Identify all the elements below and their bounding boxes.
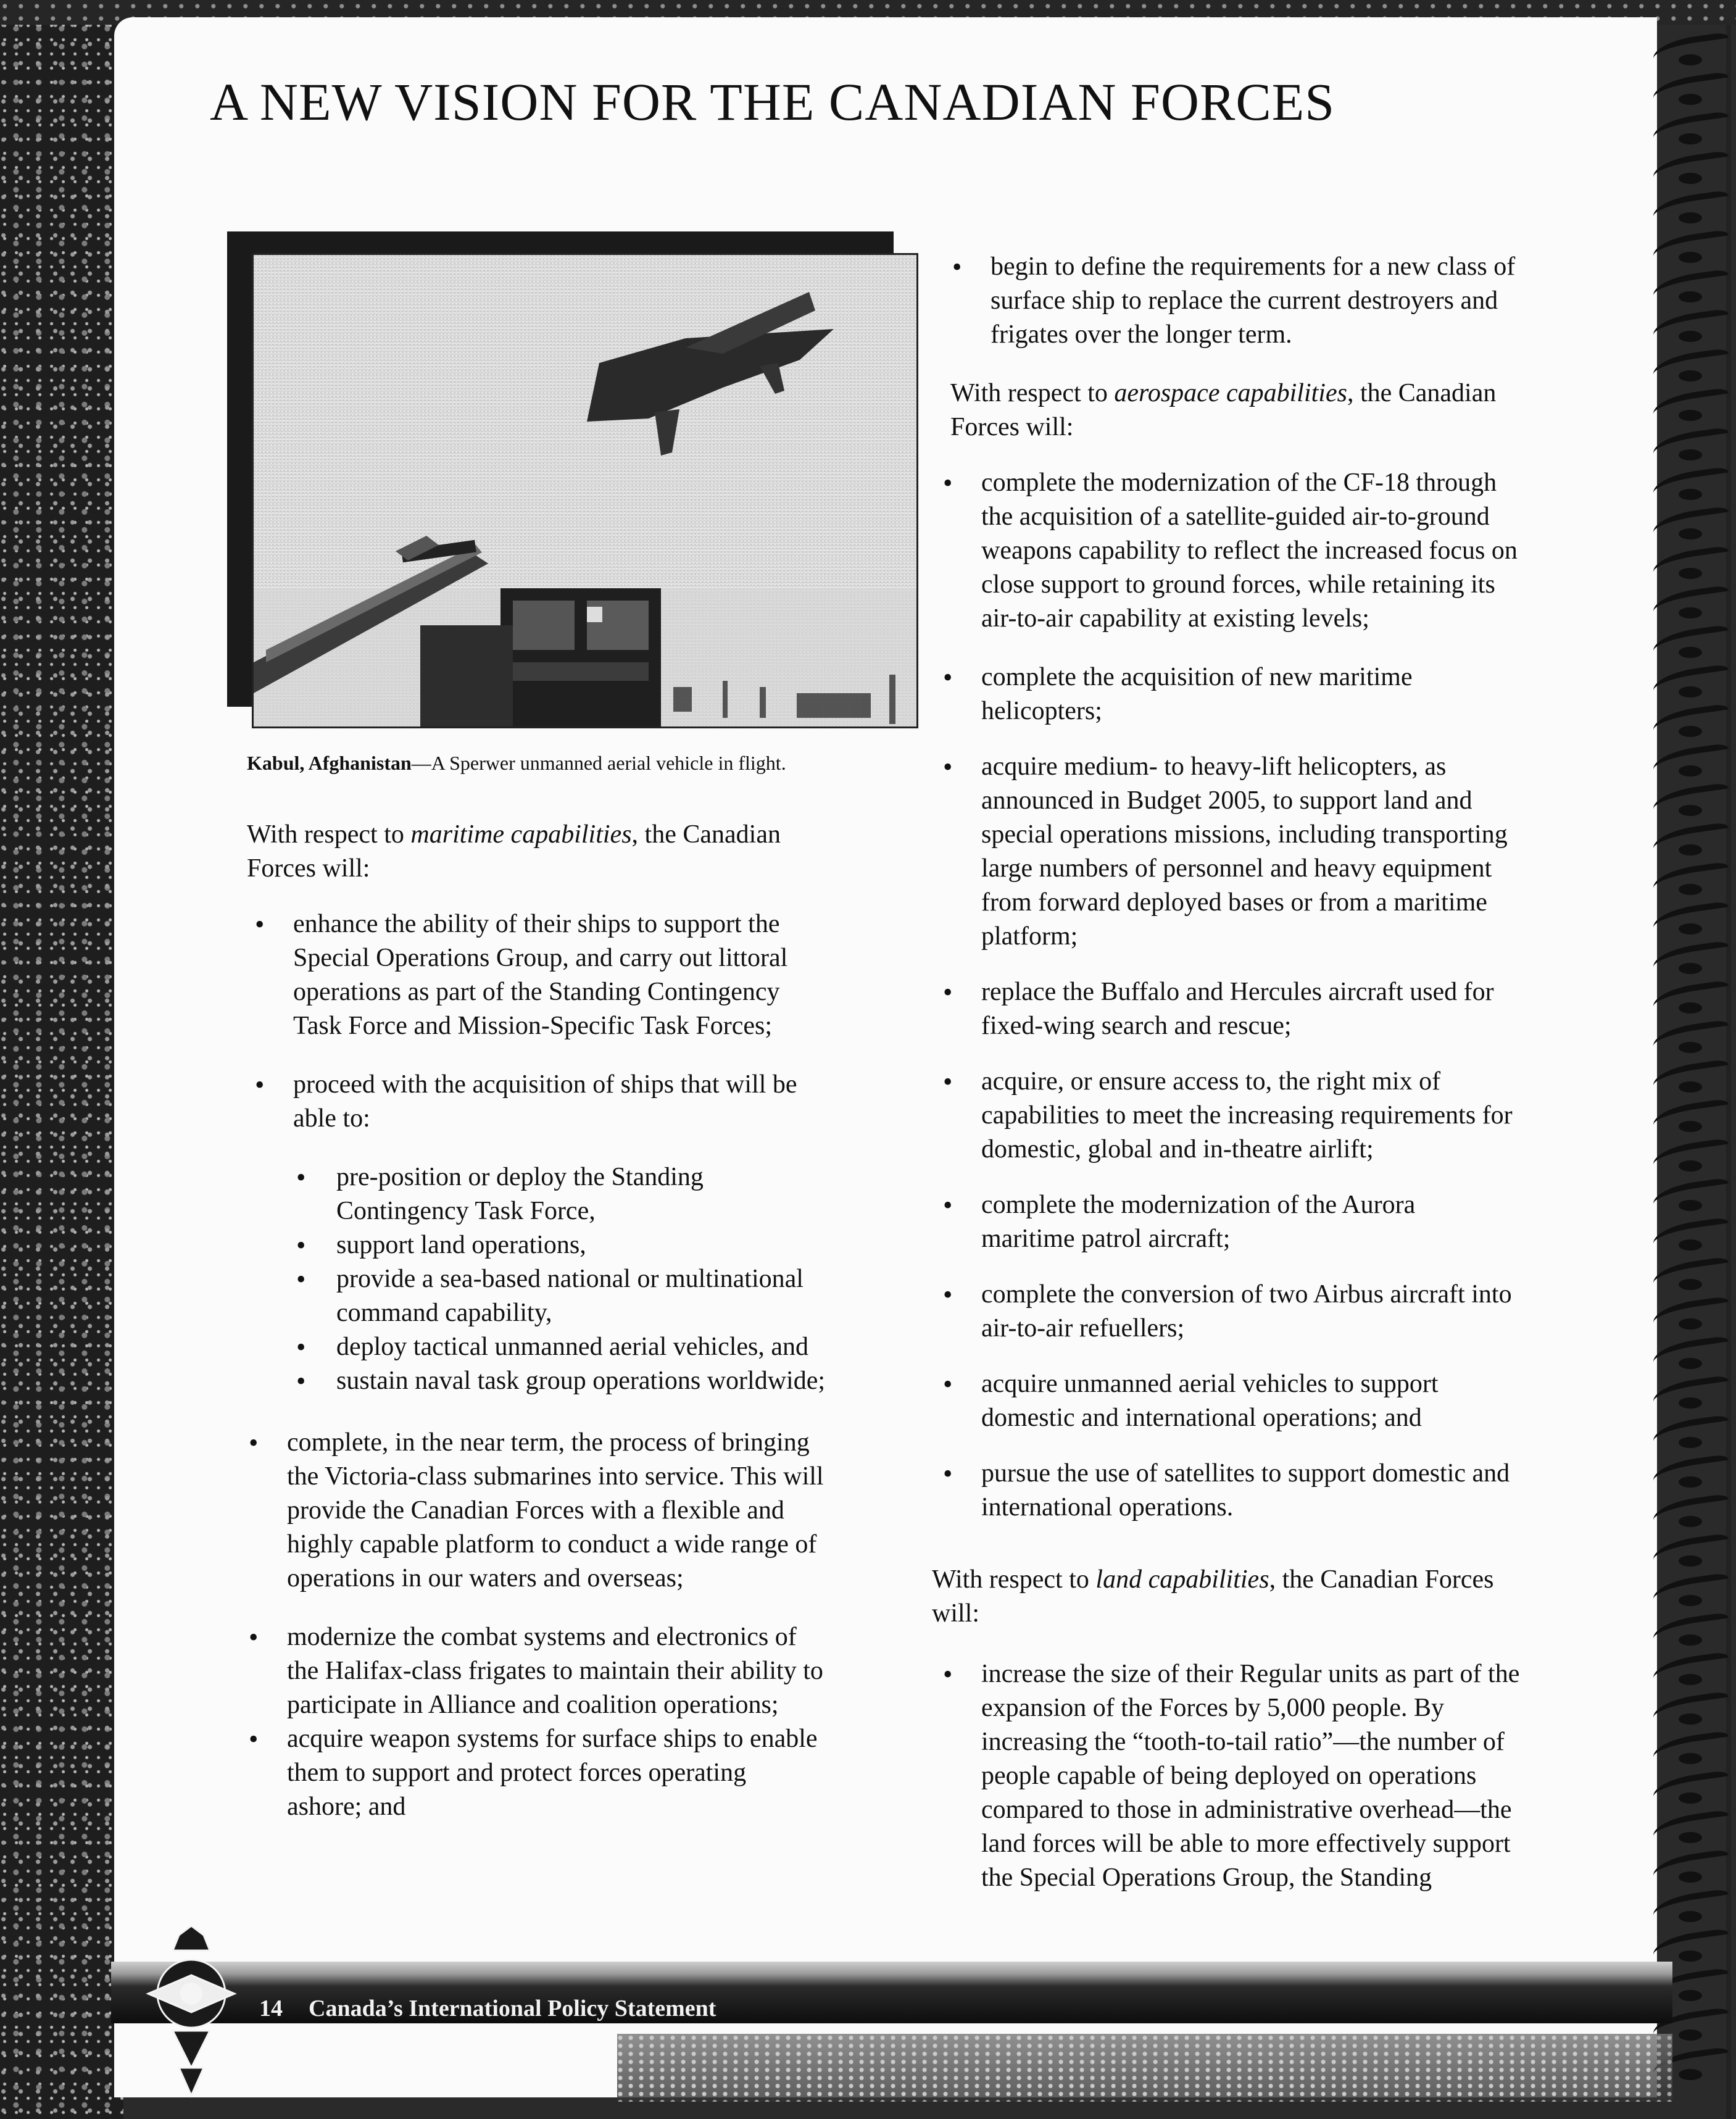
bullet-line: acquire, or ensure access to, the right mix of [981,1067,1441,1096]
bullet-line: large numbers of personnel and heavy equipment [981,854,1492,883]
bullet-item [255,907,788,1043]
background-texture-left [0,0,123,2119]
caption-place: Kabul, Afghanistan [247,752,412,774]
spiral-binding [1643,25,1736,2119]
bullet-item [255,1068,797,1136]
bullet-line: participate in Alliance and coalition operations; [287,1691,779,1719]
bullet-line: helicopters; [981,697,1102,725]
binding-coil-end [1679,1555,1702,1567]
binding-coil-end [1679,370,1702,381]
binding-coil-end [1679,1911,1702,1922]
binding-coil-end [1679,805,1702,816]
bullet-glyph: • [255,909,265,939]
binding-coil-end [1679,1634,1702,1646]
bullet-item [943,660,1413,728]
binding-coil-end [1679,133,1702,144]
binding-coil-end [1679,726,1702,737]
bullet-line: proceed with the acquisition of ships that will be [293,1070,797,1099]
uav-photo [252,253,918,728]
bullet-line: land forces will be able to more effectively support [981,1830,1511,1858]
bullet-line: air-to-air refuellers; [981,1314,1185,1343]
binding-coil-end [1679,1713,1702,1725]
bullet-glyph: • [249,1428,259,1458]
bullet-item [249,1722,818,1824]
caption-text: —A Sperwer unmanned aerial vehicle in flight. [411,752,786,774]
aerospace-intro: With respect to aerospace capabilities, the Canadian Forces will: [950,379,1497,441]
bullet-glyph: • [296,1264,306,1294]
bullet-item [943,466,1518,636]
binding-coil-end [1679,1358,1702,1369]
bullet-line: maritime patrol aircraft; [981,1225,1231,1253]
bullet-line: announced in Budget 2005, to support land and [981,786,1472,815]
bullet-line: capabilities to meet the increasing requirements for [981,1101,1513,1130]
bullet-item [943,1278,1512,1346]
bullet-line: from forward deployed bases or from a maritime [981,888,1487,917]
binding-coil-end [1679,923,1702,935]
bullet-line: air-to-air capability at existing levels; [981,604,1369,633]
footer-text [259,1995,716,2022]
bullet-line: acquire medium- to heavy-lift helicopters, as [981,752,1447,781]
publication-title: Canada’s International Policy Statement [309,1996,716,2021]
bullet-line: complete the acquisition of new maritime [981,663,1413,691]
bullet-line: the Victoria-class submarines into service. This will [287,1462,824,1491]
bullet-line: able to: [293,1104,370,1133]
footer-texture [617,2034,1672,2102]
bullet-item [943,750,1508,954]
photo-caption [247,752,926,775]
binding-coil-end [1679,410,1702,421]
bullet-glyph: • [296,1230,306,1260]
bullet-item [943,1657,1520,1895]
bullet-line: special operations missions, including transporting [981,820,1508,849]
binding-coil-end [1679,1437,1702,1448]
bullet-line: them to support and protect forces operating [287,1759,747,1787]
bullet-line: increasing the “tooth-to-tail ratio”—the number of [981,1728,1505,1756]
maritime-intro: With respect to maritime capabilities, the Canadian Forces will: [247,820,781,883]
binding-coil-end [1679,2029,1702,2041]
binding-coil-end [1679,686,1702,697]
bullet-line: complete the modernization of the Aurora [981,1191,1416,1219]
bullet-line: expansion of the Forces by 5,000 people. By [981,1694,1445,1722]
bullet-glyph: • [943,977,953,1007]
bullet-glyph: • [249,1724,259,1754]
binding-coil-end [1679,1871,1702,1883]
bullet-glyph: • [952,252,962,282]
bullet-line: deploy tactical unmanned aerial vehicles, and [336,1333,809,1361]
bullet-line: domestic, global and in-theatre airlift; [981,1135,1374,1164]
bullet-line: pursue the use of satellites to support domestic and [981,1459,1510,1488]
bullet-line: the Special Operations Group, the Standing [981,1863,1432,1892]
bullet-glyph: • [943,1459,953,1489]
bullet-line: operations in our waters and overseas; [287,1564,684,1592]
binding-coil-end [1679,884,1702,895]
binding-coil-end [1679,1792,1702,1804]
binding-coil-end [1679,252,1702,263]
bullet-line: close support to ground forces, while retaining its [981,570,1495,599]
bullet-glyph: • [296,1366,306,1396]
bullet-line: frigates over the longer term. [991,320,1292,349]
bullet-line: modernize the combat systems and electronics of [287,1623,797,1651]
bullet-line: Special Operations Group, and carry out littoral [293,944,788,972]
bullet-glyph: • [943,1659,953,1689]
binding-coil-end [1679,607,1702,618]
bullet-glyph: • [249,1622,259,1652]
binding-coil-end [1679,1002,1702,1014]
bullet-line: surface ship to replace the current destroyers and [991,286,1498,315]
binding-coil-end [1679,647,1702,658]
sub-bullet-item [296,1228,586,1262]
bullet-line: replace the Buffalo and Hercules aircraft used for [981,978,1494,1006]
bullet-line: platform; [981,922,1078,951]
binding-coil-end [1679,1200,1702,1211]
bullet-item [943,1457,1510,1525]
bullet-line: the acquisition of a satellite-guided air-to-ground [981,502,1490,531]
bullet-item [943,1188,1416,1256]
binding-coil-end [1679,1160,1702,1172]
bullet-line: fixed-wing search and rescue; [981,1012,1292,1040]
bullet-line: pre-position or deploy the Standing [336,1163,704,1191]
bullet-glyph: • [255,1070,265,1100]
binding-coil-end [1679,449,1702,460]
bullet-line: enhance the ability of their ships to support the [293,910,780,938]
bullet-line: complete, in the near term, the process of bringing [287,1428,810,1457]
canadian-forces-crest-icon [136,1926,247,2099]
binding-coil-end [1679,1318,1702,1330]
bullet-line: domestic and international operations; and [981,1404,1422,1432]
binding-coil-end [1679,1042,1702,1053]
bullet-line: people capable of being deployed on operations [981,1762,1477,1790]
binding-coil-end [1679,1674,1702,1685]
bullet-line: compared to those in administrative overhead—the [981,1796,1512,1824]
binding-coil-end [1679,331,1702,342]
bullet-item [249,1620,823,1722]
binding-coil-end [1679,54,1702,65]
binding-coil-end [1679,489,1702,500]
binding-coil-end [1679,1516,1702,1527]
bullet-line: international operations. [981,1493,1234,1522]
binding-coil-end [1679,1239,1702,1251]
bullet-line: complete the modernization of the CF-18 through [981,468,1497,497]
sub-bullet-item [296,1364,826,1398]
binding-coil-end [1679,765,1702,776]
bullet-line: provide the Canadian Forces with a flexible and [287,1496,784,1525]
bullet-glyph: • [943,752,953,782]
bullet-line: acquire weapon systems for surface ships to enable [287,1725,818,1753]
binding-coil-end [1679,2069,1702,2080]
binding-coil-end [1679,1476,1702,1488]
binding-coil-end [1679,1081,1702,1093]
bullet-item [952,250,1516,352]
binding-coil-end [1679,291,1702,302]
bullet-line: Task Force and Mission-Specific Task Forces; [293,1012,773,1040]
binding-coil-end [1679,1832,1702,1843]
binding-coil-end [1679,528,1702,539]
bullet-line: sustain naval task group operations worldwide; [336,1367,826,1395]
page-title: A NEW VISION FOR THE CANADIAN FORCES [210,72,1335,131]
bullet-glyph: • [943,662,953,693]
binding-coil-end [1679,94,1702,105]
bullet-line: weapons capability to reflect the increased focus on [981,536,1518,565]
bullet-item [943,1065,1513,1167]
bullet-line: begin to define the requirements for a new class of [991,252,1516,281]
bullet-line: the Halifax-class frigates to maintain their ability to [287,1657,823,1685]
bullet-line: highly capable platform to conduct a wide range of [287,1530,817,1559]
binding-coil-end [1679,844,1702,856]
binding-coil-end [1679,1595,1702,1606]
bullet-glyph: • [296,1162,306,1193]
sub-bullet-item [296,1330,809,1364]
bullet-line: increase the size of their Regular units as part of the [981,1660,1520,1688]
binding-coil-end [1679,1753,1702,1764]
binding-coil-end [1679,173,1702,184]
land-intro: With respect to land capabilities, the Canadian Forces will: [932,1565,1494,1628]
bullet-item [249,1426,824,1596]
bullet-glyph: • [943,468,953,498]
binding-coil-end [1679,1279,1702,1290]
page-number: 14 [259,1996,283,2021]
bullet-glyph: • [943,1369,953,1399]
bullet-line: ashore; and [287,1792,406,1821]
sub-bullet-item [296,1160,704,1228]
binding-coil-end [1679,1397,1702,1409]
bullet-glyph: • [943,1280,953,1310]
binding-coil-end [1679,1990,1702,2001]
bullet-line: complete the conversion of two Airbus aircraft into [981,1280,1512,1309]
bullet-glyph: • [296,1332,306,1362]
binding-coil-end [1679,1121,1702,1132]
binding-coil-end [1679,212,1702,223]
bullet-item [943,975,1494,1043]
bullet-glyph: • [943,1190,953,1220]
bullet-line: operations as part of the Standing Contingency [293,978,780,1006]
bullet-item [943,1367,1439,1435]
bullet-glyph: • [943,1067,953,1097]
bullet-line: acquire unmanned aerial vehicles to support [981,1370,1439,1398]
binding-coil-end [1679,963,1702,974]
bullet-line: provide a sea-based national or multinational [336,1265,804,1293]
bullet-line: command capability, [336,1299,552,1327]
bullet-line: Contingency Task Force, [336,1197,596,1225]
sub-bullet-item [296,1262,804,1330]
binding-coil-end [1679,568,1702,579]
bullet-line: support land operations, [336,1231,586,1259]
binding-coil-end [1679,1950,1702,1962]
